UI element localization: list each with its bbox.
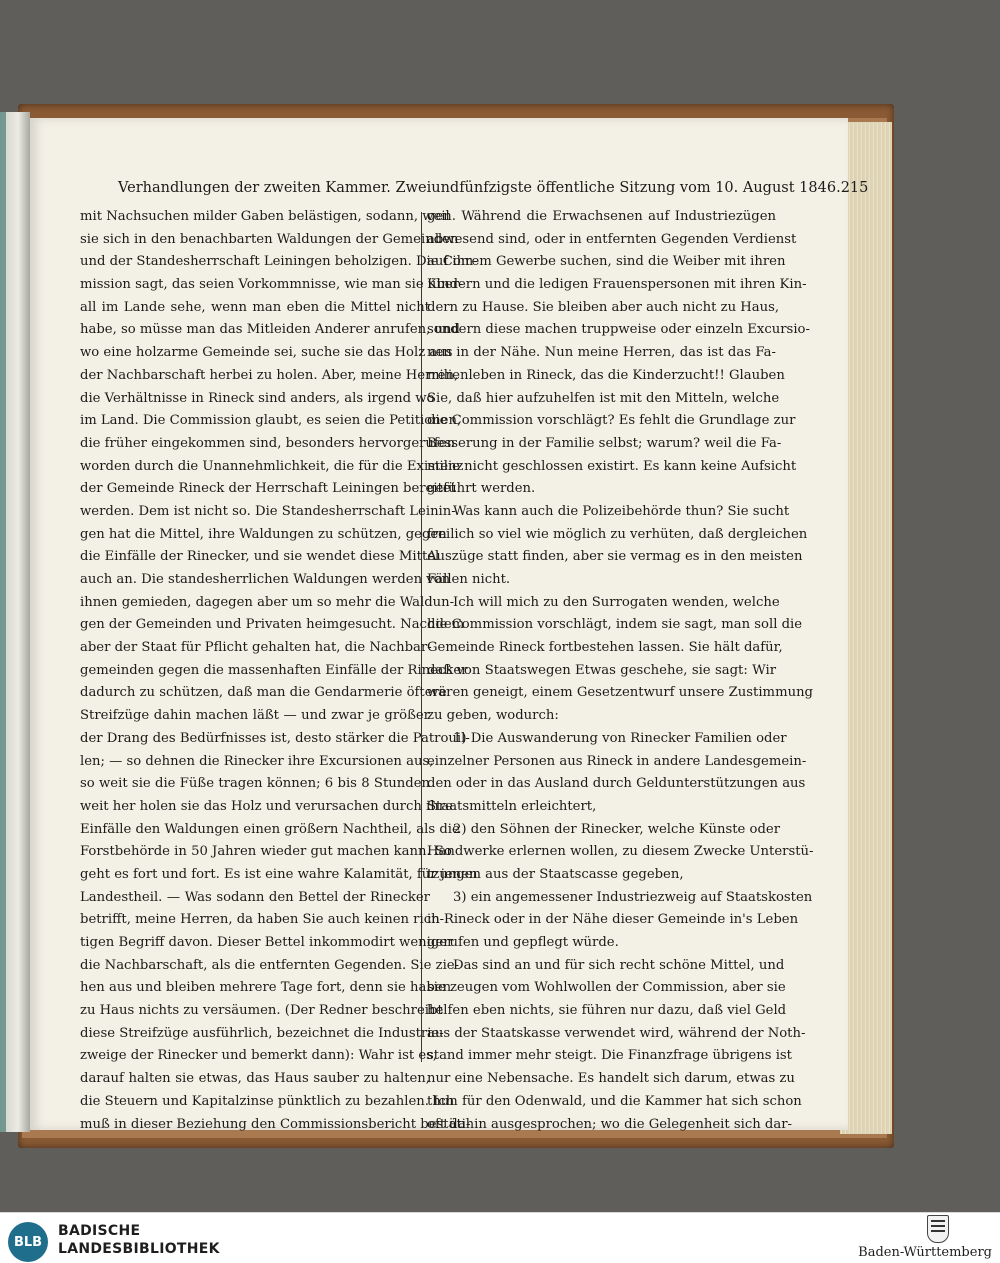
blb-logo[interactable]: BLB [8, 1222, 48, 1262]
text-line: im Land. Die Commission glaubt, es seien die Petitionen, [80, 413, 462, 429]
text-line: zweige der Rinecker und bemerkt dann): Wahr ist es, [80, 1048, 438, 1064]
text-line: 3) ein angemessener Industriezweig auf Staatskosten [453, 889, 813, 905]
text-line: Forstbehörde in 50 Jahren wieder gut machen kann. So [80, 844, 452, 860]
text-line: worden durch die Unannehmlichkeit, die für die Existenz [80, 458, 464, 474]
text-line: tigen Begriff davon. Dieser Bettel inkommodirt weniger [80, 935, 454, 950]
text-line: die Einfälle der Rinecker, und sie wendet diese Mittel [80, 549, 440, 565]
text-line: nen in der Nähe. Nun meine Herren, das ist das Fa- [427, 345, 776, 361]
text-line: werden. Dem ist nicht so. Die Standesherrschaft Leinin- [80, 503, 456, 519]
text-line: 1) Die Auswanderung von Rinecker Familien oder [453, 730, 787, 746]
text-line: der Drang des Bedürfnisses ist, desto stärker die Patrouil- [80, 730, 470, 746]
text-line: die Steuern und Kapitalzinse pünktlich zu bezahlen. Ich [80, 1093, 455, 1109]
text-line: mit Nachsuchen milder Gaben belästigen, sodann, weil [80, 209, 450, 224]
text-line: wo eine holzarme Gemeinde sei, suche sie das Holz aus [80, 345, 453, 361]
text-line: hen aus und bleiben mehrere Tage fort, denn sie haben [80, 980, 452, 996]
text-line: geht es fort und fort. Es ist eine wahre Kalamität, für jenen [80, 866, 478, 882]
text-line: und der Standesherrschaft Leiningen beholzigen. Die Com- [80, 254, 478, 270]
text-line: milienleben in Rineck, das die Kinderzucht!! Glauben [427, 367, 785, 383]
text-line: daß von Staatswegen Etwas geschehe, sie sagt: Wir [427, 662, 776, 678]
text-line: sie zeugen vom Wohlwollen der Commission, aber sie [427, 980, 786, 996]
text-line: dadurch zu schützen, daß man die Gendarmerie öftere [80, 685, 447, 701]
footer-bar [0, 1212, 1000, 1263]
library-name-line1: BADISCHE [58, 1223, 141, 1239]
text-line: gen der Gemeinden und Privaten heimgesucht. Nachdem [80, 617, 465, 633]
text-line: Gemeinde Rineck fortbestehen lassen. Sie hält dafür, [427, 640, 783, 656]
text-line: Handwerke erlernen wollen, zu diesem Zwecke Unterstü- [427, 844, 814, 860]
text-line: sie sich in den benachbarten Waldungen der Gemeinden [80, 231, 459, 247]
text-line: aber der Staat für Pflicht gehalten hat, die Nachbar- [80, 640, 432, 656]
text-line: so weit sie die Füße tragen können; 6 bis 8 Stunden [80, 776, 430, 792]
text-line: die Commission vorschlägt, indem sie sagt, man soll die [427, 617, 803, 633]
library-name[interactable] [58, 1222, 220, 1258]
text-line: diese Streifzüge ausführlich, bezeichnet die Industrie- [80, 1025, 444, 1041]
text-line: geführt werden. [427, 481, 536, 497]
running-title: Verhandlungen der zweiten Kammer. Zweiundfünfzigste öffentliche Sitzung vom 10. August 1846. [118, 180, 841, 196]
text-line: Das sind an und für sich recht schöne Mittel, und [453, 957, 785, 973]
text-line: habe, so müsse man das Mitleiden Anderer anrufen, und [80, 322, 460, 338]
text-line: helfen eben nichts, sie führen nur dazu, daß viel Geld [427, 1003, 787, 1019]
text-line: Einfälle den Waldungen einen größern Nachtheil, als die [80, 821, 460, 837]
text-line: thun für den Odenwald, und die Kammer hat sich schon [427, 1093, 802, 1109]
text-line: stand immer mehr steigt. Die Finanzfrage übrigens ist [427, 1048, 792, 1064]
text-line: gen hat die Mittel, ihre Waldungen zu schützen, gegen [80, 526, 447, 542]
text-line: all im Lande sehe, wenn man eben die Mittel nicht [80, 299, 430, 315]
text-line: der Gemeinde Rineck der Herrschaft Leiningen bereitet [80, 481, 456, 497]
text-line: ihnen gemieden, dagegen aber um so mehr die Waldun- [80, 594, 455, 610]
text-line: Besserung in der Familie selbst; warum? weil die Fa- [427, 435, 782, 451]
text-line: Ich will mich zu den Surrogaten wenden, welche [453, 594, 780, 610]
text-line: freilich so viel wie möglich zu verhüten, daß dergleichen [427, 526, 808, 542]
text-line: oft dahin ausgesprochen; wo die Gelegenheit sich dar- [427, 1116, 792, 1132]
text-line: Streifzüge dahin machen läßt — und zwar je größer [80, 708, 430, 724]
text-line: Was kann auch die Polizeibehörde thun? Sie sucht [453, 503, 790, 519]
text-line: weit her holen sie das Holz und verursachen durch ihre [80, 798, 453, 814]
running-header [118, 180, 869, 202]
text-line: Fällen nicht. [427, 572, 511, 587]
text-line: auch an. Die standesherrlichen Waldungen werden von [80, 572, 451, 587]
text-line: Kindern und die ledigen Frauenspersonen mit ihren Kin- [427, 277, 807, 293]
text-line: einzelner Personen aus Rineck in andere Landesgemein- [427, 753, 807, 769]
right-text-column [427, 206, 814, 1136]
left-page-edge [0, 112, 30, 1132]
text-line: zu Haus nichts zu versäumen. (Der Redner beschreibt [80, 1003, 443, 1019]
text-line: die früher eingekommen sind, besonders hervorgerufen [80, 435, 456, 451]
text-line: in Rineck oder in der Nähe dieser Gemeinde in's Leben [427, 912, 799, 928]
text-line: gerufen und gepflegt würde. [427, 935, 619, 950]
text-line: den oder in das Ausland durch Geldunterstützungen aus [427, 776, 806, 792]
text-line: 2) den Söhnen der Rinecker, welche Künste oder [453, 821, 781, 837]
text-line: betrifft, meine Herren, da haben Sie auch keinen rich- [80, 912, 445, 928]
library-name-line2: LANDESBIBLIOTHEK [58, 1241, 220, 1257]
text-line: Auszüge statt finden, aber sie vermag es in den meisten [427, 549, 803, 565]
text-line: tzungen aus der Staatscasse gegeben, [427, 866, 684, 882]
text-line: abwesend sind, oder in entfernten Gegenden Verdienst [427, 231, 797, 247]
text-line: die Commission vorschlägt? Es fehlt die Grundlage zur [427, 413, 796, 429]
text-line: die Nachbarschaft, als die entfernten Gegenden. Sie zie- [80, 957, 460, 973]
text-line: der Nachbarschaft herbei zu holen. Aber, meine Herren, [80, 367, 459, 383]
text-line: Sie, daß hier aufzuhelfen ist mit den Mitteln, welche [427, 390, 780, 406]
text-line: aus der Staatskasse verwendet wird, während der Noth- [427, 1025, 806, 1041]
text-line: gemeinden gegen die massenhaften Einfälle der Rinecker [80, 662, 468, 678]
coat-of-arms-icon [927, 1215, 949, 1243]
text-line: sondern diese machen truppweise oder einzeln Excursio- [427, 322, 810, 338]
text-line: wären geneigt, einem Gesetzentwurf unsere Zustimmung [427, 685, 813, 701]
text-line: Staatsmitteln erleichtert, [427, 798, 597, 814]
text-line: die Verhältnisse in Rineck sind anders, als irgend wo [80, 390, 435, 406]
text-line: zu geben, wodurch: [427, 708, 559, 724]
text-line: darauf halten sie etwas, das Haus sauber zu halten, [80, 1071, 430, 1087]
text-line: Landestheil. — Was sodann den Bettel der Rinecker [80, 889, 430, 905]
text-line: auf ihrem Gewerbe suchen, sind die Weiber mit ihren [427, 254, 786, 270]
text-line: gen. Während die Erwachsenen auf Industriezügen [427, 209, 776, 224]
text-line: nur eine Nebensache. Es handelt sich darum, etwas zu [427, 1071, 795, 1087]
text-line: milie nicht geschlossen existirt. Es kann keine Aufsicht [427, 458, 797, 474]
text-line: muß in dieser Beziehung den Commissionsbericht bestäti- [80, 1116, 471, 1132]
text-line: dern zu Hause. Sie bleiben aber auch nicht zu Haus, [427, 299, 780, 315]
state-name[interactable]: Baden-Württemberg [858, 1245, 992, 1260]
page-number: 215 [840, 180, 869, 196]
text-line: mission sagt, das seien Vorkommnisse, wie man sie über- [80, 277, 464, 293]
left-page-leaf [0, 112, 6, 1132]
text-line: len; — so dehnen die Rinecker ihre Excursionen aus, [80, 753, 434, 769]
